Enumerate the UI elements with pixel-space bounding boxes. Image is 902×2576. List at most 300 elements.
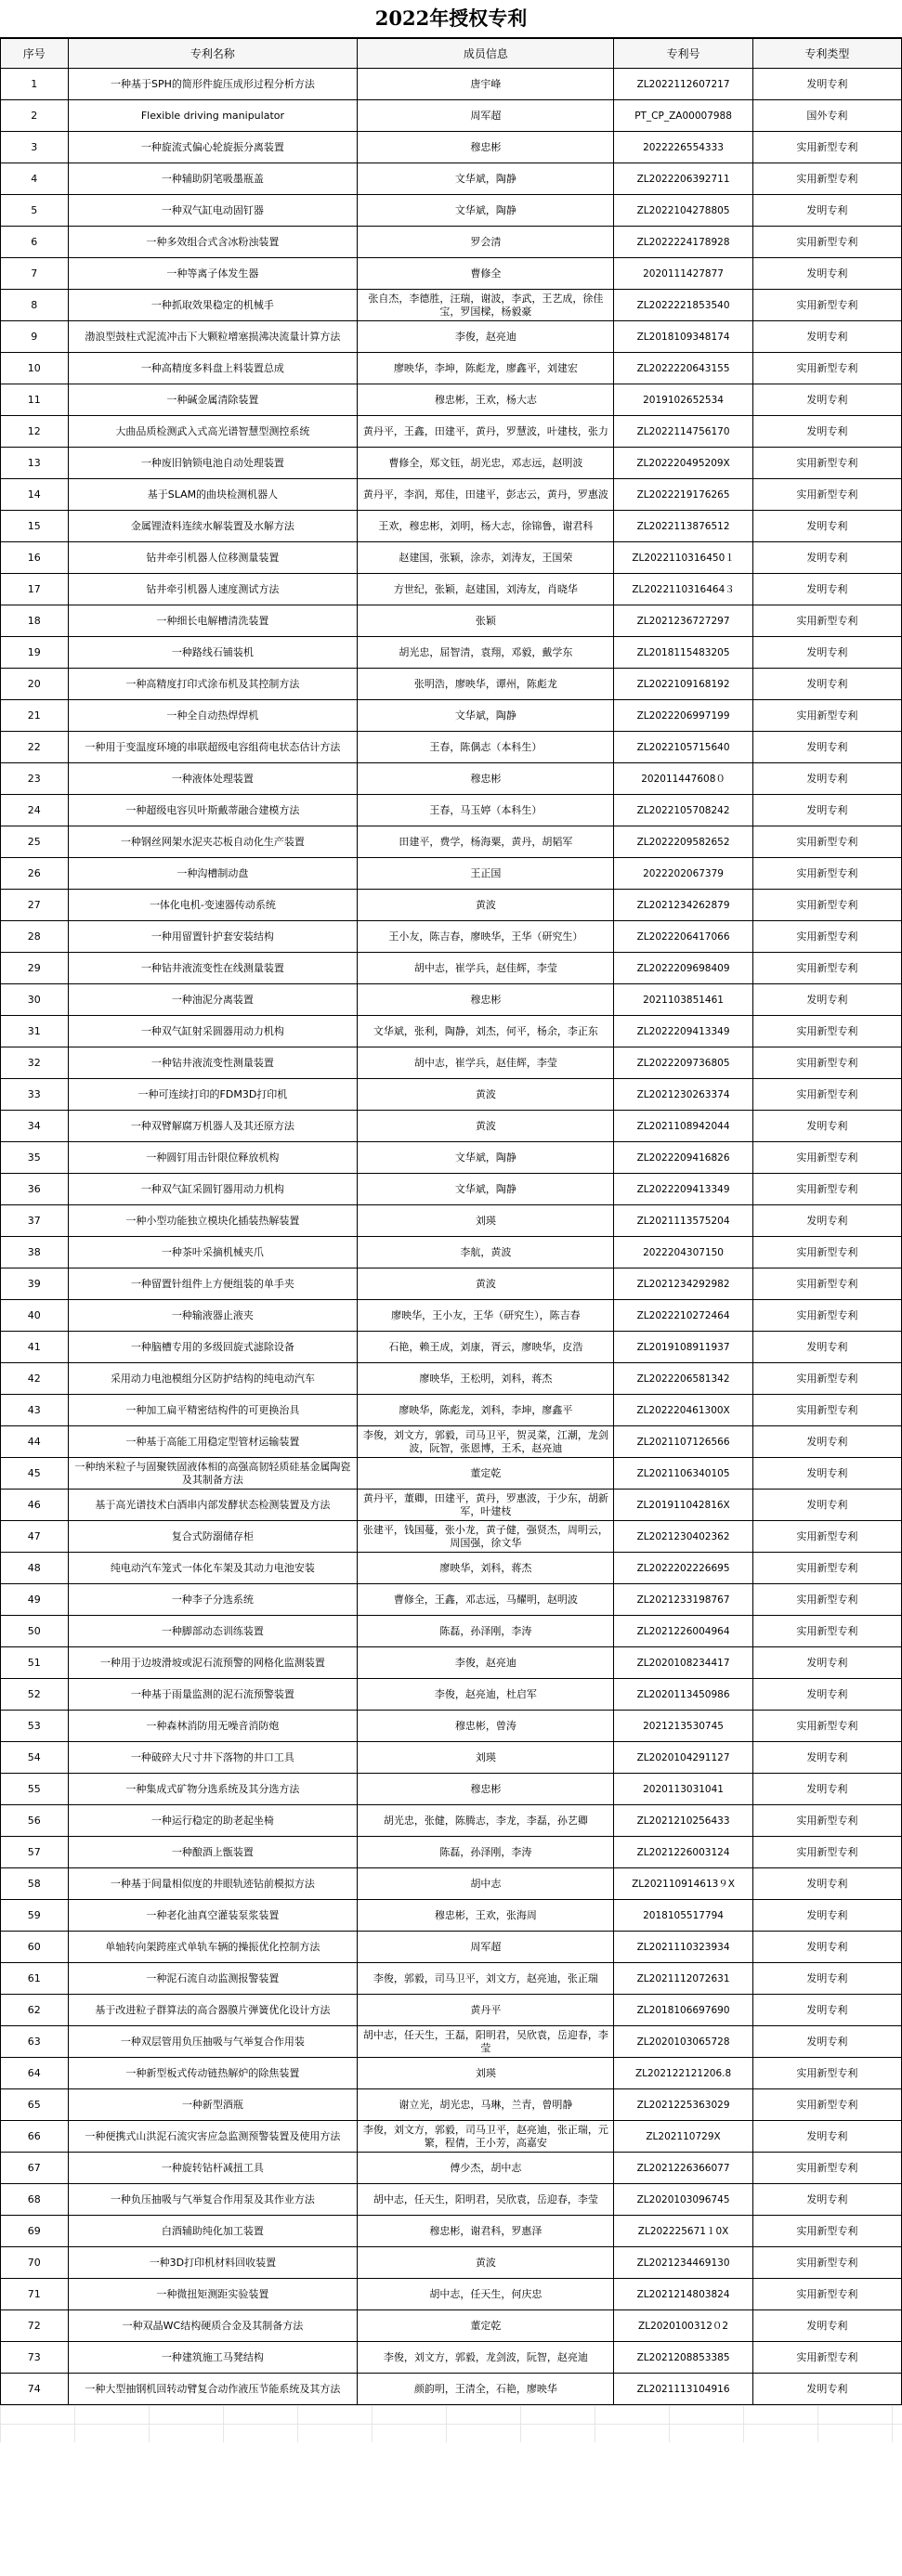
table-row — [1, 132, 902, 163]
cell-members: 黄波 — [358, 890, 614, 921]
cell-patent-type: 实用新型专利 — [752, 1363, 901, 1395]
cell-patent-number: 2018105517794 — [614, 1900, 752, 1932]
cell-members: 穆忠彬 — [358, 763, 614, 795]
cell-patent-name: 一种双晶WC结构硬质合金及其制备方法 — [68, 2310, 358, 2342]
cell-index: 32 — [1, 1047, 69, 1079]
cell-patent-number: ZL2021107126566 — [614, 1426, 752, 1458]
cell-patent-name: 一种基于雨量监测的泥石流预警装置 — [68, 1679, 358, 1711]
cell-patent-name: 钻井牵引机器人位移测量装置 — [68, 542, 358, 574]
cell-index: 12 — [1, 416, 69, 448]
cell-patent-type: 实用新型专利 — [752, 1711, 901, 1742]
cell-index: 41 — [1, 1332, 69, 1363]
cell-members: 赵建国，张颖，涂赤，刘涛友，王国荣 — [358, 542, 614, 574]
cell-patent-number: ZL2022220643155 — [614, 353, 752, 384]
cell-patent-name: 单轴转向架跨座式单轨车辆的操振优化控制方法 — [68, 1932, 358, 1963]
cell-members: 刘瑛 — [358, 1205, 614, 1237]
cell-patent-number: ZL2021226003124 — [614, 1837, 752, 1868]
table-row — [1, 669, 902, 700]
cell-index: 28 — [1, 921, 69, 953]
table-row — [1, 574, 902, 605]
cell-patent-name: 一种破碎大尺寸井下落物的井口工具 — [68, 1742, 358, 1774]
cell-index: 16 — [1, 542, 69, 574]
sheet-title: 2022年授权专利 — [0, 0, 902, 38]
cell-index: 69 — [1, 2216, 69, 2247]
cell-patent-name: 一种抓取效果稳定的机械手 — [68, 290, 358, 321]
cell-members: 李俊，赵亮迪，杜启军 — [358, 1679, 614, 1711]
cell-patent-number: ZL2022109168192 — [614, 669, 752, 700]
cell-patent-name: 一种森林消防用无噪音消防炮 — [68, 1711, 358, 1742]
cell-members: 黄波 — [358, 2247, 614, 2279]
cell-index: 71 — [1, 2279, 69, 2310]
cell-members: 胡光忠，屈智清，袁翔，邓毅，戴学东 — [358, 637, 614, 669]
cell-index: 49 — [1, 1584, 69, 1616]
cell-patent-name: 一种用于边坡滑坡或泥石流预警的网格化监测装置 — [68, 1647, 358, 1679]
cell-patent-name: 一种废旧钠锁电池自动处理装置 — [68, 448, 358, 479]
cell-patent-number: ZL202220495209X — [614, 448, 752, 479]
table-row — [1, 290, 902, 321]
cell-members: 唐宇峰 — [358, 69, 614, 100]
cell-patent-name: 一种集成式矿物分选系统及其分选方法 — [68, 1774, 358, 1805]
cell-patent-name: 一种纳米粒子与固聚铁固液体相的高强高韧轻质硅基金属陶瓷及其制备方法 — [68, 1458, 358, 1490]
cell-patent-name: 一种钢丝网架水泥夹芯板自动化生产装置 — [68, 826, 358, 858]
cell-members: 文华斌，陶静 — [358, 195, 614, 227]
cell-patent-number: ZL2021208853385 — [614, 2342, 752, 2374]
cell-members: 刘瑛 — [358, 1742, 614, 1774]
cell-index: 67 — [1, 2153, 69, 2184]
cell-patent-type: 发明专利 — [752, 1111, 901, 1142]
cell-members: 李航，黄波 — [358, 1237, 614, 1268]
table-row — [1, 2374, 902, 2405]
cell-patent-number: 2019102652534 — [614, 384, 752, 416]
cell-index: 24 — [1, 795, 69, 826]
cell-patent-number: 2020113031041 — [614, 1774, 752, 1805]
cell-members: 文华斌，陶静 — [358, 163, 614, 195]
table-row — [1, 1742, 902, 1774]
cell-patent-name: 纯电动汽车笼式一体化车架及其动力电池安装 — [68, 1553, 358, 1584]
cell-patent-type: 实用新型专利 — [752, 1047, 901, 1079]
table-row — [1, 1584, 902, 1616]
cell-index: 11 — [1, 384, 69, 416]
cell-members: 张建平，钱国蔓，张小龙，黄子健，强贤杰，周明云，周国强，徐文华 — [358, 1521, 614, 1553]
cell-patent-type: 发明专利 — [752, 2310, 901, 2342]
cell-patent-type: 实用新型专利 — [752, 227, 901, 258]
table-row — [1, 2279, 902, 2310]
cell-index: 31 — [1, 1016, 69, 1047]
cell-patent-name: 一种脑槽专用的多级回旋式滤除设备 — [68, 1332, 358, 1363]
cell-index: 62 — [1, 1995, 69, 2026]
cell-members: 方世纪，张颖，赵建国，刘涛友，肖晓华 — [358, 574, 614, 605]
cell-index: 7 — [1, 258, 69, 290]
cell-patent-name: 一种圆钉用击针限位释放机构 — [68, 1142, 358, 1174]
cell-patent-type: 发明专利 — [752, 2121, 901, 2153]
cell-patent-name: 金属锂渣料连续水解装置及水解方法 — [68, 511, 358, 542]
cell-members: 董定乾 — [358, 2310, 614, 2342]
cell-patent-type: 发明专利 — [752, 258, 901, 290]
table-row — [1, 2058, 902, 2089]
table-row — [1, 1490, 902, 1521]
cell-index: 73 — [1, 2342, 69, 2374]
cell-patent-number: ZL2018115483205 — [614, 637, 752, 669]
cell-members: 胡中志，任天生，何庆忠 — [358, 2279, 614, 2310]
cell-patent-number: 202011447608０ — [614, 763, 752, 795]
cell-members: 曹修全 — [358, 258, 614, 290]
table-row — [1, 1426, 902, 1458]
cell-patent-type: 发明专利 — [752, 1868, 901, 1900]
cell-members: 李俊，郭毅，司马卫平，刘文方，赵亮迪，张正瑞 — [358, 1963, 614, 1995]
cell-index: 33 — [1, 1079, 69, 1111]
cell-index: 23 — [1, 763, 69, 795]
cell-patent-type: 实用新型专利 — [752, 1395, 901, 1426]
table-row — [1, 100, 902, 132]
cell-members: 黄丹平，董卿，田建平，黄丹，罗惠波，于少东，胡新军，叶建枝 — [358, 1490, 614, 1521]
table-row — [1, 1111, 902, 1142]
patent-table — [0, 38, 902, 2405]
cell-members: 王正国 — [358, 858, 614, 890]
cell-patent-type: 实用新型专利 — [752, 448, 901, 479]
cell-patent-number: ZL2021106340105 — [614, 1458, 752, 1490]
cell-index: 10 — [1, 353, 69, 384]
cell-patent-name: 基于改进粒子群算法的高合器膜片弹簧优化设计方法 — [68, 1995, 358, 2026]
cell-patent-name: 一种用于变温度环境的串联超级电容组荷电状态估计方法 — [68, 732, 358, 763]
cell-index: 4 — [1, 163, 69, 195]
cell-patent-type: 实用新型专利 — [752, 1142, 901, 1174]
cell-members: 颜韵明，王清全，石艳，廖映华 — [358, 2374, 614, 2405]
cell-index: 38 — [1, 1237, 69, 1268]
cell-patent-type: 发明专利 — [752, 1679, 901, 1711]
header-patent-type: 专利类型 — [752, 39, 901, 69]
cell-patent-type: 实用新型专利 — [752, 1616, 901, 1647]
table-row — [1, 1711, 902, 1742]
table-row — [1, 195, 902, 227]
table-row — [1, 1900, 902, 1932]
cell-patent-number: 2020111427877 — [614, 258, 752, 290]
table-row — [1, 1837, 902, 1868]
cell-patent-number: ZL2022209416826 — [614, 1142, 752, 1174]
cell-index: 40 — [1, 1300, 69, 1332]
cell-patent-number: ZL2021234469130 — [614, 2247, 752, 2279]
cell-index: 2 — [1, 100, 69, 132]
cell-patent-type: 发明专利 — [752, 669, 901, 700]
cell-patent-number: 2022226554333 — [614, 132, 752, 163]
cell-patent-type: 实用新型专利 — [752, 290, 901, 321]
table-row — [1, 416, 902, 448]
cell-patent-number: ZL2022224178928 — [614, 227, 752, 258]
cell-members: 傅少杰，胡中志 — [358, 2153, 614, 2184]
cell-patent-name: 一种碱金属清除装置 — [68, 384, 358, 416]
cell-index: 44 — [1, 1426, 69, 1458]
cell-patent-number: ZL2018109348174 — [614, 321, 752, 353]
cell-patent-type: 发明专利 — [752, 542, 901, 574]
cell-patent-number: ZL2022113876512 — [614, 511, 752, 542]
cell-index: 74 — [1, 2374, 69, 2405]
cell-members: 陈磊，孙泽刚，李涛 — [358, 1616, 614, 1647]
table-row — [1, 69, 902, 100]
table-row — [1, 479, 902, 511]
table-row — [1, 1868, 902, 1900]
cell-index: 52 — [1, 1679, 69, 1711]
cell-index: 18 — [1, 605, 69, 637]
cell-patent-number: ZL2022112607217 — [614, 69, 752, 100]
cell-patent-number: 2021103851461 — [614, 984, 752, 1016]
cell-index: 36 — [1, 1174, 69, 1205]
cell-patent-type: 实用新型专利 — [752, 2058, 901, 2089]
cell-members: 文华斌，陶静 — [358, 1174, 614, 1205]
cell-patent-number: ZL2020103065728 — [614, 2026, 752, 2058]
cell-patent-name: 一种全自动热焊焊机 — [68, 700, 358, 732]
cell-patent-number: ZL2021234292982 — [614, 1268, 752, 1300]
cell-patent-number: ZL2022219176265 — [614, 479, 752, 511]
table-row — [1, 542, 902, 574]
cell-patent-type: 实用新型专利 — [752, 1016, 901, 1047]
cell-patent-number: ZL2022206581342 — [614, 1363, 752, 1395]
header-index: 序号 — [1, 39, 69, 69]
table-row — [1, 984, 902, 1016]
cell-patent-type: 发明专利 — [752, 574, 901, 605]
cell-patent-name: 一种李子分选系统 — [68, 1584, 358, 1616]
table-row — [1, 511, 902, 542]
table-row — [1, 795, 902, 826]
cell-index: 21 — [1, 700, 69, 732]
cell-index: 59 — [1, 1900, 69, 1932]
cell-members: 穆忠彬，曾涛 — [358, 1711, 614, 1742]
table-row — [1, 1332, 902, 1363]
cell-patent-type: 实用新型专利 — [752, 826, 901, 858]
cell-patent-type: 发明专利 — [752, 1458, 901, 1490]
cell-index: 26 — [1, 858, 69, 890]
table-row — [1, 1142, 902, 1174]
cell-members: 胡中志，崔学兵，赵佳辉，李莹 — [358, 953, 614, 984]
cell-patent-type: 实用新型专利 — [752, 1079, 901, 1111]
cell-index: 22 — [1, 732, 69, 763]
cell-patent-name: 一种便携式山洪泥石流灾害应急监测预警装置及使用方法 — [68, 2121, 358, 2153]
cell-patent-type: 实用新型专利 — [752, 1237, 901, 1268]
cell-index: 51 — [1, 1647, 69, 1679]
cell-patent-type: 发明专利 — [752, 195, 901, 227]
cell-patent-type: 实用新型专利 — [752, 953, 901, 984]
cell-patent-type: 发明专利 — [752, 1426, 901, 1458]
cell-patent-name: 一种脚部动态训练装置 — [68, 1616, 358, 1647]
table-row — [1, 763, 902, 795]
cell-patent-name: 一种旋流式偏心轮旋振分离装置 — [68, 132, 358, 163]
cell-patent-name: 一种油泥分离装置 — [68, 984, 358, 1016]
cell-patent-name: 复合式防溺储存柜 — [68, 1521, 358, 1553]
cell-patent-number: ZL2021214803824 — [614, 2279, 752, 2310]
cell-patent-number: ZL2022110316450１ — [614, 542, 752, 574]
cell-patent-name: 一种旋转钻杆减扭工具 — [68, 2153, 358, 2184]
cell-members: 胡中志，任天生，王磊，阳明君，吴欣袁，岳迎春，李莹 — [358, 2026, 614, 2058]
table-row — [1, 1079, 902, 1111]
cell-patent-name: 基于高光谱技术白酒串内部发酵状态检测装置及方法 — [68, 1490, 358, 1521]
cell-members: 文华斌，张利，陶静，刘杰，何平，杨余，李正东 — [358, 1016, 614, 1047]
cell-index: 46 — [1, 1490, 69, 1521]
cell-patent-number: ZL2022104278805 — [614, 195, 752, 227]
cell-patent-number: ZL202225671１0X — [614, 2216, 752, 2247]
cell-patent-name: 一种超级电容贝叶斯戴蒂融合建模方法 — [68, 795, 358, 826]
cell-members: 王春，马玉婷（本科生） — [358, 795, 614, 826]
cell-members: 谢立光，胡光忠，马琳，兰青，曾明静 — [358, 2089, 614, 2121]
cell-members: 黄丹平 — [358, 1995, 614, 2026]
cell-patent-type: 发明专利 — [752, 1963, 901, 1995]
header-patent-name: 专利名称 — [68, 39, 358, 69]
cell-members: 黄丹平，李润，郑佳，田建平，彭志云，黄丹，罗惠波 — [358, 479, 614, 511]
cell-patent-type: 实用新型专利 — [752, 1837, 901, 1868]
cell-patent-type: 实用新型专利 — [752, 921, 901, 953]
cell-patent-number: ZL2022105708242 — [614, 795, 752, 826]
cell-patent-type: 发明专利 — [752, 416, 901, 448]
cell-patent-type: 发明专利 — [752, 1490, 901, 1521]
table-row — [1, 1774, 902, 1805]
cell-index: 47 — [1, 1521, 69, 1553]
table-row — [1, 1805, 902, 1837]
cell-members: 穆忠彬 — [358, 984, 614, 1016]
cell-patent-number: ZL2021226366077 — [614, 2153, 752, 2184]
cell-members: 李俊，赵亮迪 — [358, 321, 614, 353]
cell-members: 穆忠彬 — [358, 132, 614, 163]
cell-members: 张自杰，李德胜，汪瑞，谢波，李武，王艺成，徐佳宝，罗国樑，杨毅豪 — [358, 290, 614, 321]
cell-patent-name: 一种细长电解槽清洗装置 — [68, 605, 358, 637]
cell-patent-name: 白酒辅助纯化加工装置 — [68, 2216, 358, 2247]
cell-index: 55 — [1, 1774, 69, 1805]
cell-patent-type: 发明专利 — [752, 321, 901, 353]
cell-members: 李俊，刘文方，郭毅，司马卫平，贺灵菜，江潮，龙剑波，阮智，张恩博，王禾，赵亮迪 — [358, 1426, 614, 1458]
cell-members: 穆忠彬 — [358, 1774, 614, 1805]
cell-patent-name: 一种输液器止液夹 — [68, 1300, 358, 1332]
table-row — [1, 921, 902, 953]
cell-patent-type: 实用新型专利 — [752, 2279, 901, 2310]
cell-patent-name: 一种沟槽制动盘 — [68, 858, 358, 890]
cell-patent-name: 一种微扭矩测距实验装置 — [68, 2279, 358, 2310]
cell-patent-type: 发明专利 — [752, 384, 901, 416]
cell-patent-name: 一种可连续打印的FDM3D打印机 — [68, 1079, 358, 1111]
cell-patent-type: 实用新型专利 — [752, 700, 901, 732]
table-row — [1, 1395, 902, 1426]
cell-patent-number: ZL202110914613９X — [614, 1868, 752, 1900]
cell-index: 29 — [1, 953, 69, 984]
table-row — [1, 2342, 902, 2374]
cell-index: 39 — [1, 1268, 69, 1300]
cell-patent-number: ZL2022209698409 — [614, 953, 752, 984]
cell-index: 50 — [1, 1616, 69, 1647]
cell-index: 42 — [1, 1363, 69, 1395]
table-row — [1, 2089, 902, 2121]
cell-members: 廖映华，王松明，刘科，蒋杰 — [358, 1363, 614, 1395]
cell-members: 田建平，费学，杨海粟，黄丹，胡韬军 — [358, 826, 614, 858]
cell-patent-number: ZL2021230263374 — [614, 1079, 752, 1111]
table-row — [1, 258, 902, 290]
cell-index: 64 — [1, 2058, 69, 2089]
cell-members: 石艳，赖王成，刘康，胥云，廖映华，皮浩 — [358, 1332, 614, 1363]
cell-members: 张明浩，廖映华，谭州，陈彪龙 — [358, 669, 614, 700]
cell-patent-type: 实用新型专利 — [752, 858, 901, 890]
table-row — [1, 1963, 902, 1995]
cell-index: 5 — [1, 195, 69, 227]
table-row — [1, 2153, 902, 2184]
cell-patent-name: 一种液体处理装置 — [68, 763, 358, 795]
cell-index: 56 — [1, 1805, 69, 1837]
cell-patent-type: 实用新型专利 — [752, 479, 901, 511]
table-row — [1, 2184, 902, 2216]
cell-patent-number: ZL2021113575204 — [614, 1205, 752, 1237]
cell-patent-number: ZL2021236727297 — [614, 605, 752, 637]
cell-patent-number: ZL2021210256433 — [614, 1805, 752, 1837]
cell-patent-name: 一种加工扁平精密结构件的可更换治具 — [68, 1395, 358, 1426]
cell-patent-type: 发明专利 — [752, 795, 901, 826]
header-members: 成员信息 — [358, 39, 614, 69]
cell-members: 李俊，刘文方，郭毅，司马卫平，赵亮迪，张正瑞，元繁，程倩，王小芳，高嘉安 — [358, 2121, 614, 2153]
table-row — [1, 353, 902, 384]
cell-patent-number: ZL202220461300X — [614, 1395, 752, 1426]
cell-patent-number: ZL2019108911937 — [614, 1332, 752, 1363]
table-row — [1, 2026, 902, 2058]
cell-members: 黄波 — [358, 1111, 614, 1142]
cell-patent-name: 一种多效组合式含冰粉浊装置 — [68, 227, 358, 258]
cell-patent-name: 一种新型酒瓶 — [68, 2089, 358, 2121]
cell-patent-name: 基于SLAM的曲块检测机器人 — [68, 479, 358, 511]
cell-index: 54 — [1, 1742, 69, 1774]
table-row — [1, 858, 902, 890]
cell-patent-number: ZL2022114756170 — [614, 416, 752, 448]
cell-patent-name: 一种钻井液流变性在线测量装置 — [68, 953, 358, 984]
header-patent-number: 专利号 — [614, 39, 752, 69]
cell-patent-name: 一种建筑施工马凳结构 — [68, 2342, 358, 2374]
cell-patent-type: 发明专利 — [752, 2374, 901, 2405]
cell-index: 9 — [1, 321, 69, 353]
cell-patent-number: ZL2021108942044 — [614, 1111, 752, 1142]
cell-index: 43 — [1, 1395, 69, 1426]
cell-index: 68 — [1, 2184, 69, 2216]
cell-members: 穆忠彬，王欢，杨大志 — [358, 384, 614, 416]
cell-index: 57 — [1, 1837, 69, 1868]
table-row — [1, 163, 902, 195]
cell-members: 曹修全，王鑫，邓志远，马耀明，赵明波 — [358, 1584, 614, 1616]
cell-patent-type: 发明专利 — [752, 1647, 901, 1679]
cell-members: 文华斌，陶静 — [358, 1142, 614, 1174]
cell-index: 14 — [1, 479, 69, 511]
table-row — [1, 1995, 902, 2026]
cell-patent-number: ZL2022206997199 — [614, 700, 752, 732]
cell-patent-name: 一种基于高能工用稳定型管材运输装置 — [68, 1426, 358, 1458]
cell-index: 6 — [1, 227, 69, 258]
cell-patent-name: 一种茶叶采摘机械夹爪 — [68, 1237, 358, 1268]
cell-patent-number: ZL2022206417066 — [614, 921, 752, 953]
cell-patent-number: ZL2021230402362 — [614, 1521, 752, 1553]
cell-index: 65 — [1, 2089, 69, 2121]
cell-patent-name: 一种双气缸采圆钉器用动力机构 — [68, 1174, 358, 1205]
cell-patent-name: 一种大型抽钢机回转动臂复合动作液压节能系统及其方法 — [68, 2374, 358, 2405]
cell-patent-type: 实用新型专利 — [752, 353, 901, 384]
cell-patent-type: 发明专利 — [752, 1932, 901, 1963]
cell-patent-name: 一种等离子体发生器 — [68, 258, 358, 290]
table-row — [1, 1458, 902, 1490]
cell-index: 30 — [1, 984, 69, 1016]
cell-patent-name: 一种双层管用负压抽吸与气举复合作用装 — [68, 2026, 358, 2058]
cell-patent-type: 发明专利 — [752, 69, 901, 100]
empty-grid — [0, 2405, 902, 2442]
cell-members: 穆忠彬，王欢，张海周 — [358, 1900, 614, 1932]
cell-patent-type: 实用新型专利 — [752, 2342, 901, 2374]
cell-index: 60 — [1, 1932, 69, 1963]
cell-patent-type: 发明专利 — [752, 1332, 901, 1363]
cell-members: 曹修全，郑文钰，胡光忠，邓志远，赵明波 — [358, 448, 614, 479]
cell-patent-number: ZL2022209413349 — [614, 1174, 752, 1205]
cell-members: 陈磊，孙泽刚，李涛 — [358, 1837, 614, 1868]
cell-patent-number: ZL2021113104916 — [614, 2374, 752, 2405]
cell-index: 27 — [1, 890, 69, 921]
cell-patent-number: ZL2022221853540 — [614, 290, 752, 321]
cell-patent-name: 一种3D打印机材料回收装置 — [68, 2247, 358, 2279]
cell-index: 25 — [1, 826, 69, 858]
cell-patent-type: 发明专利 — [752, 984, 901, 1016]
